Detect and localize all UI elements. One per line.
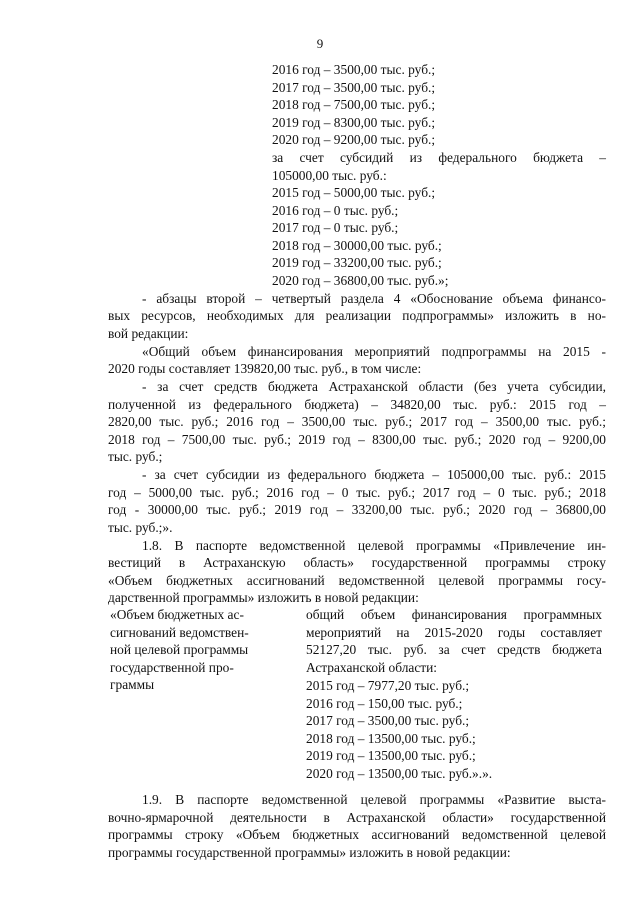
- table-right-cell: мероприятий на 2015-2020 годы составляет: [306, 625, 602, 640]
- text-line: тыс. руб.;».: [108, 520, 173, 535]
- text-line: - за счет субсидии из федерального бюджета – 105000,00 тыс. руб.: 2015: [142, 467, 606, 482]
- text-line: 2020 год – 36800,00 тыс. руб.»;: [272, 273, 449, 288]
- text-line: «Общий объем финансирования мероприятий подпрограммы на 2015 -: [142, 344, 606, 359]
- text-line: 2017 год – 3500,00 тыс. руб.;: [306, 713, 470, 728]
- table-left-cell: ной целевой программы: [110, 642, 249, 657]
- text-line: 2020 год – 13500,00 тыс. руб.».».: [306, 766, 493, 781]
- text-line: программы строку «Объем бюджетных ассигнований ведомственной целевой: [108, 827, 606, 842]
- text-line: дарственной программы» изложить в новой редакции:: [108, 590, 419, 605]
- text-line: за счет субсидий из федерального бюджета –: [272, 150, 606, 165]
- text-line: 2820,00 тыс. руб.; 2016 год – 3500,00 тыс. руб.; 2017 год – 3500,00 тыс. руб.;: [108, 414, 606, 429]
- text-line: программы государственной программы» изложить в новой редакции:: [108, 845, 511, 860]
- text-line: 1.9. В паспорте ведомственной целевой программы «Развитие выста-: [142, 792, 606, 807]
- text-line: «Объем бюджетных ассигнований ведомственной целевой программы госу-: [108, 573, 606, 588]
- text-line: 2019 год – 13500,00 тыс. руб.;: [306, 748, 476, 763]
- text-line: вестиций в Астраханскую область» государственной программы строку: [108, 555, 606, 570]
- text-line: - за счет средств бюджета Астраханской области (без учета субсидии,: [142, 379, 606, 394]
- text-line: 105000,00 тыс. руб.:: [272, 168, 387, 183]
- text-line: вочно-ярмарочной деятельности в Астраханской области» государственной: [108, 810, 606, 825]
- table-right-cell: Астраханской области:: [306, 660, 438, 675]
- text-line: 2015 год – 5000,00 тыс. руб.;: [272, 185, 436, 200]
- text-line: 2020 годы составляет 139820,00 тыс. руб., в том числе:: [108, 361, 422, 376]
- text-line: - абзацы второй – четвертый раздела 4 «Обоснование объема финансо-: [142, 291, 606, 306]
- text-line: 2017 год – 3500,00 тыс. руб.;: [272, 80, 436, 95]
- text-line: 1.8. В паспорте ведомственной целевой программы «Привлечение ин-: [142, 538, 606, 553]
- text-line: год - 30000,00 тыс. руб.; 2019 год – 33200,00 тыс. руб.; 2020 год – 36800,00: [108, 502, 606, 517]
- text-line: 2019 год – 33200,00 тыс. руб.;: [272, 255, 442, 270]
- text-line: 2016 год – 150,00 тыс. руб.;: [306, 696, 463, 711]
- text-line: 2018 год – 7500,00 тыс. руб.;: [272, 97, 436, 112]
- text-line: вых ресурсов, необходимых для реализации подпрограммы» изложить в но-: [108, 308, 606, 323]
- text-line: 2020 год – 9200,00 тыс. руб.;: [272, 132, 436, 147]
- table-left-cell: «Объем бюджетных ас-: [110, 607, 244, 622]
- text-line: 2019 год – 8300,00 тыс. руб.;: [272, 115, 436, 130]
- text-line: 2018 год – 7500,00 тыс. руб.; 2019 год – 8300,00 тыс. руб.; 2020 год – 9200,00: [108, 432, 606, 447]
- text-line: 2018 год – 30000,00 тыс. руб.;: [272, 238, 442, 253]
- text-line: 2017 год – 0 тыс. руб.;: [272, 220, 399, 235]
- table-left-cell: государственной про-: [110, 660, 234, 675]
- text-line: 2018 год – 13500,00 тыс. руб.;: [306, 731, 476, 746]
- text-line: тыс. руб.;: [108, 449, 163, 464]
- text-line: полученной из федерального бюджета) – 34820,00 тыс. руб.: 2015 год –: [108, 397, 606, 412]
- text-line: вой редакции:: [108, 326, 189, 341]
- text-line: 2016 год – 3500,00 тыс. руб.;: [272, 62, 436, 77]
- text-line: 2016 год – 0 тыс. руб.;: [272, 203, 399, 218]
- table-right-cell: 52127,20 тыс. руб. за счет средств бюджета: [306, 642, 602, 657]
- text-line: год – 5000,00 тыс. руб.; 2016 год – 0 тыс. руб.; 2017 год – 0 тыс. руб.; 2018: [108, 485, 606, 500]
- text-line: 2015 год – 7977,20 тыс. руб.;: [306, 678, 470, 693]
- table-left-cell: сигнований ведомствен-: [110, 625, 249, 640]
- table-right-cell: общий объем финансирования программных: [306, 607, 602, 622]
- page-number: 9: [316, 36, 324, 51]
- table-left-cell: граммы: [110, 677, 155, 692]
